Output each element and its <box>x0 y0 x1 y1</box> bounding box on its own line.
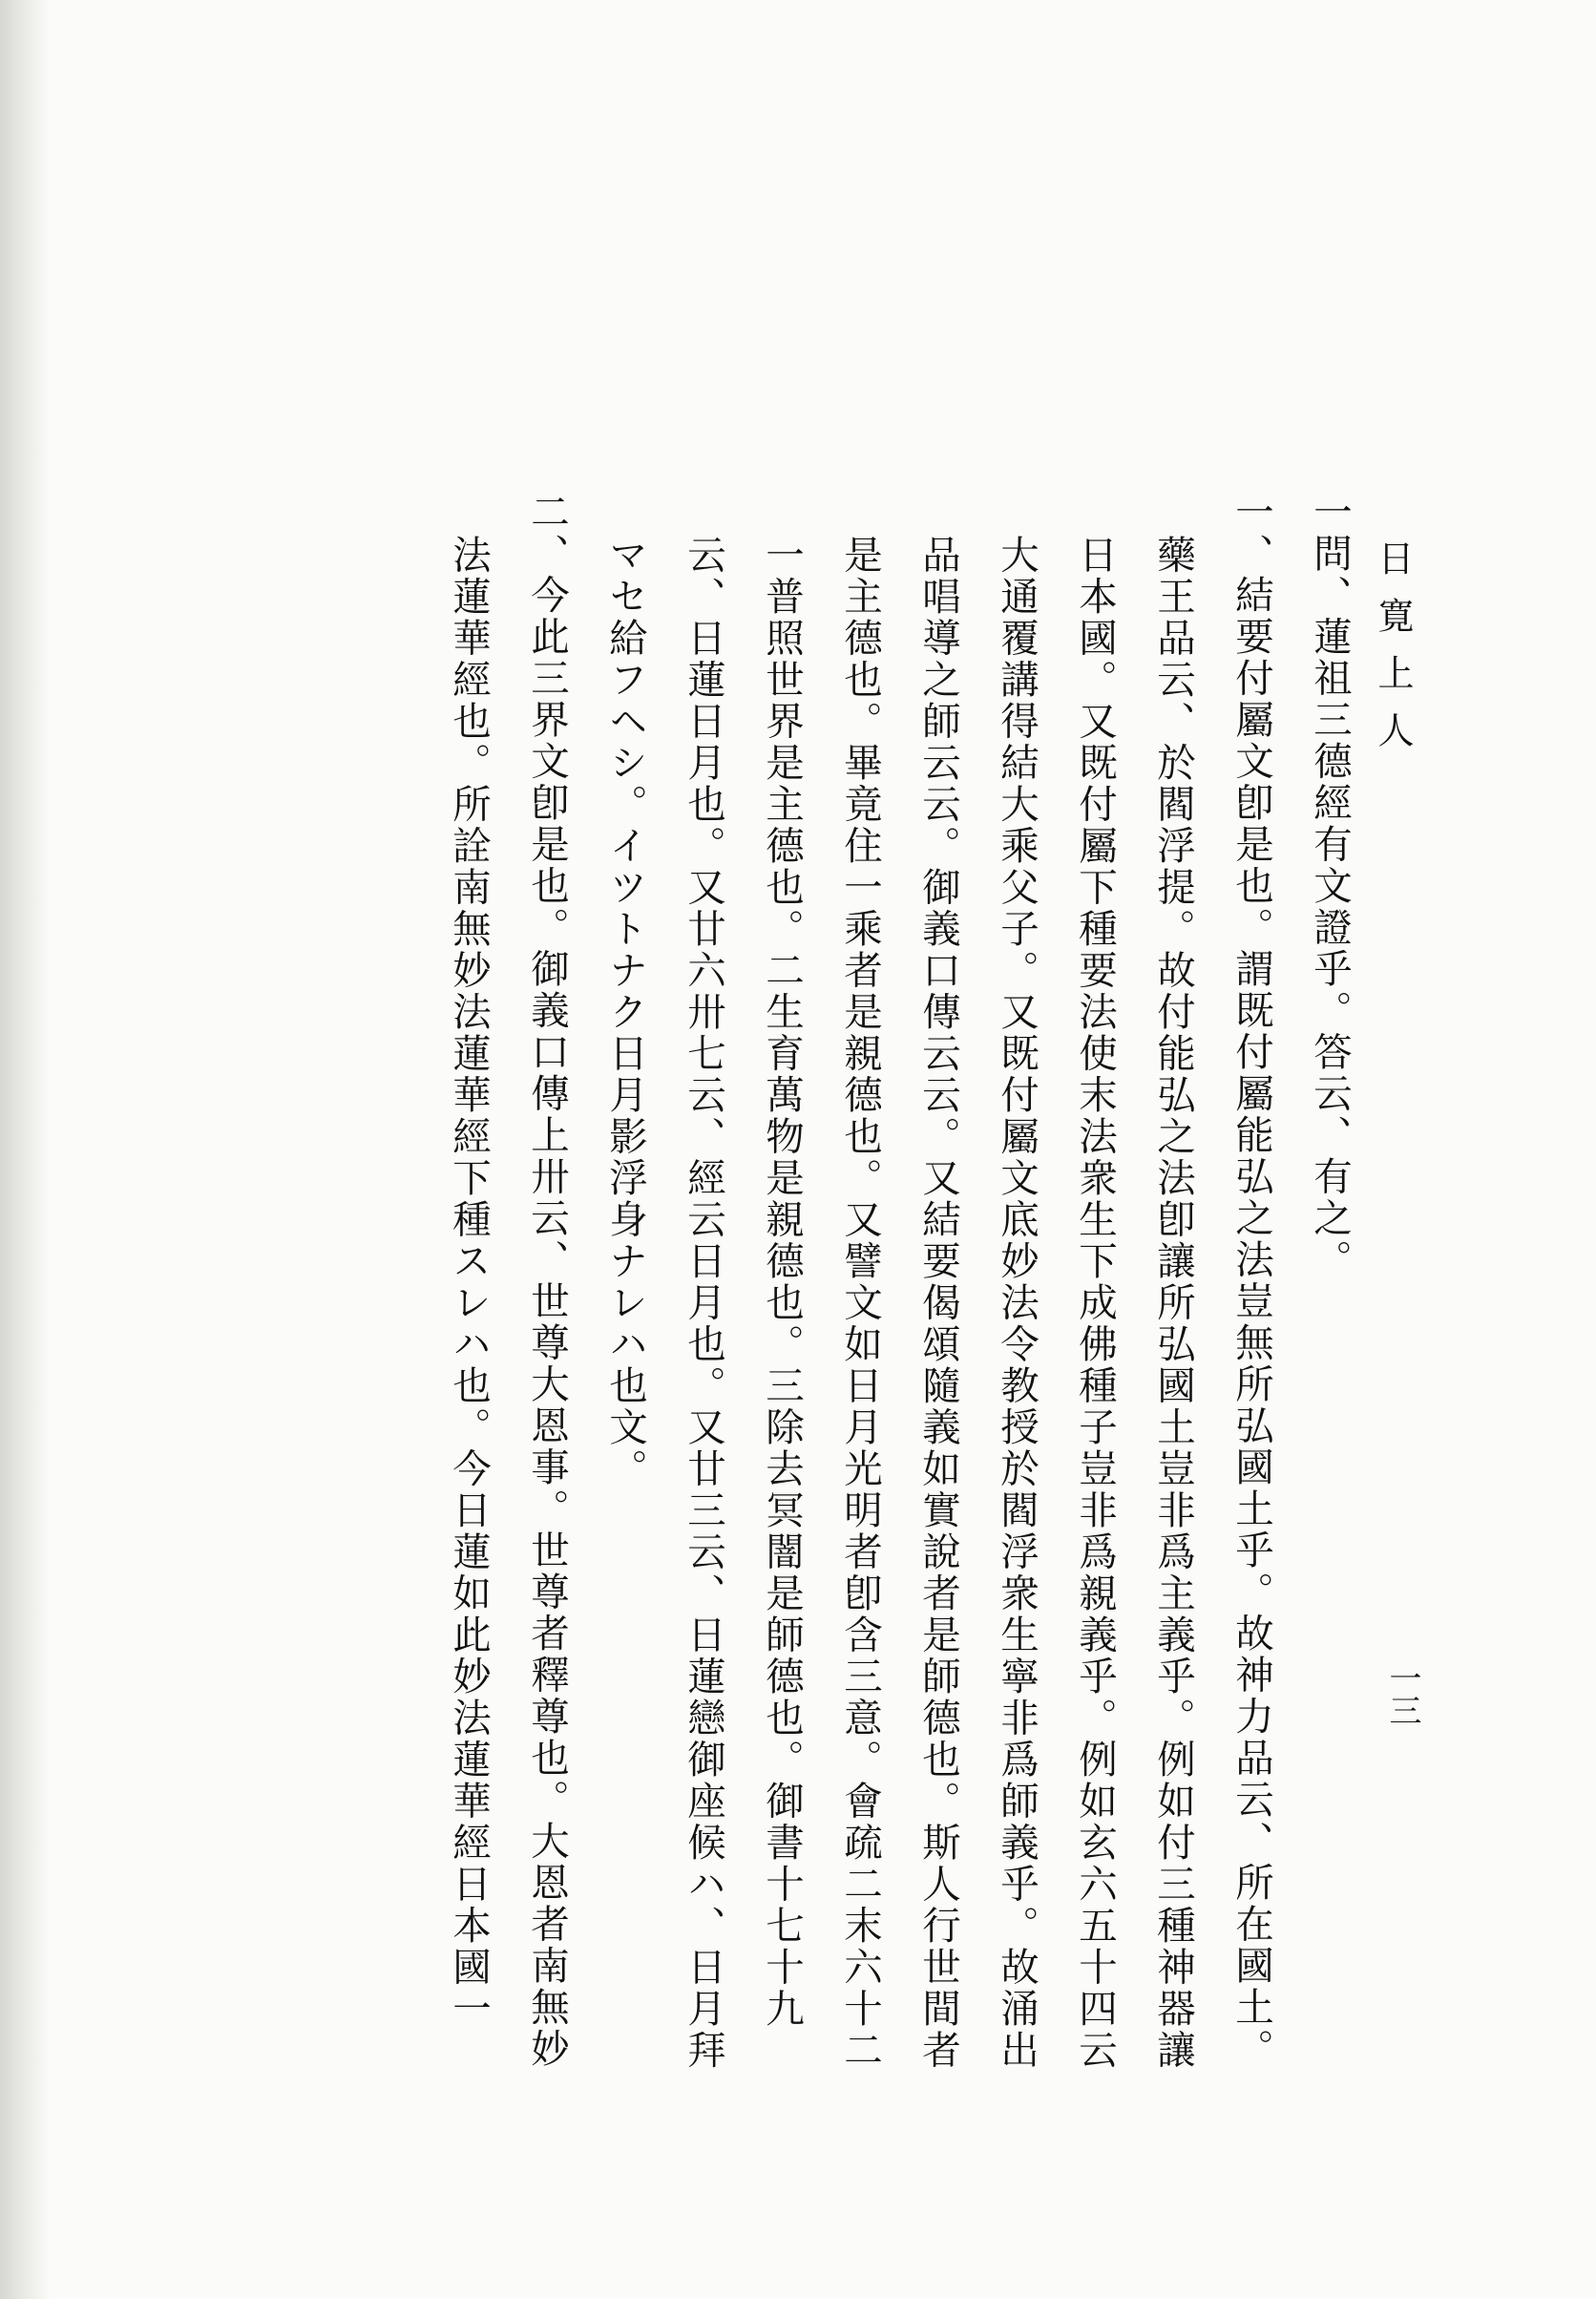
vertical-body-text <box>262 492 1369 2110</box>
question-paragraph: 一問、蓮祖三德經有文證乎。答云、有之。 <box>1307 492 1353 1281</box>
answer-paragraph-1: 一、結要付屬文卽是也。謂既付屬能弘之法豈無所弘國土乎。故神力品云、所在國土。藥王品云、於閻浮提。故付能弘之法卽讓所弘國土豈非爲主義乎。例如付三種神器讓日本國。又既付屬下種要法使末法衆生下成佛種子豈非爲親義乎。例如玄六五十四云大通覆講得結大乘父子。又既付屬文底妙法令教授於閻浮衆生寧非爲師義乎。故涌出品唱導之師云云。御義口傳云云。又結要偈頌隨義如實說者是師德也。斯人行世間者是主德也。畢竟住一乘者是親德也。又譬文如日月光明者卽含三意。會疏二末六十二一普照世界是主德也。二生育萬物是親德也。三除去冥闇是師德也。御書十七十九云、日蓮日月也。又廿六卅七云、經云日月也。又廿三云、日蓮戀御座候ハ、日月拜マセ給フヘシ。イツトナク日月影浮身ナレハ也文。 <box>602 492 1274 2072</box>
page-number: 一三 <box>1383 1661 1421 1726</box>
scan-gutter-shadow <box>0 0 50 2299</box>
running-header-title: 日寛上人 <box>1372 539 1414 769</box>
answer-paragraph-2: 二、今此三界文卽是也。御義口傳上卅云、世尊大恩事。世尊者釋尊也。大恩者南無妙法蓮華經也。所詮南無妙法蓮華經下種スレハ也。今日蓮如此妙法蓮華經日本國一 <box>446 492 570 2070</box>
